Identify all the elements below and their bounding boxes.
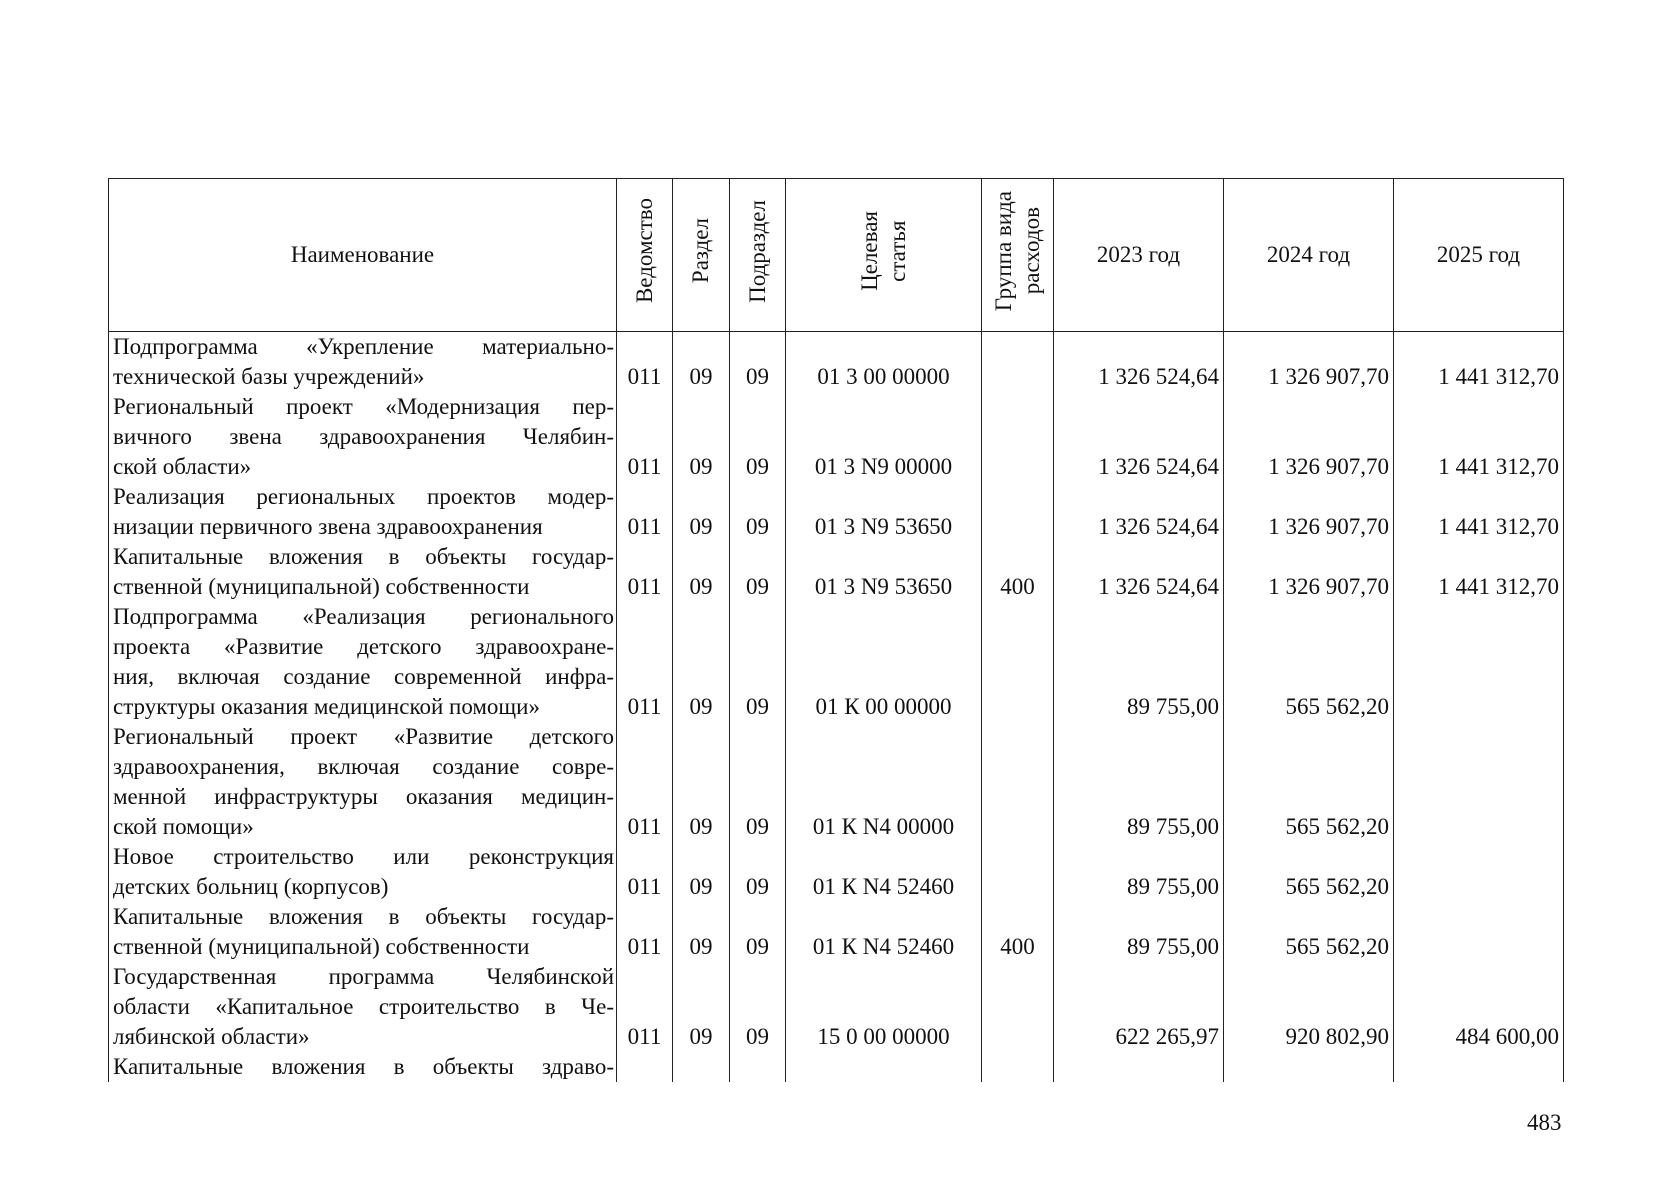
amount-2024-cell: 1 326 907,70 (1224, 392, 1394, 482)
amount-2023-cell: 89 755,00 (1054, 722, 1224, 842)
header-2023: 2023 год (1054, 179, 1224, 332)
amount-2024-cell: 565 562,20 (1224, 902, 1394, 962)
celevaya-statya-cell: 01 К N4 00000 (786, 722, 982, 842)
amount-2023-cell: 1 326 524,64 (1054, 542, 1224, 602)
header-celevaya-statya (786, 179, 982, 332)
row-name-line: лябинской области» (113, 1024, 310, 1049)
amount-2024-cell: 1 326 907,70 (1224, 332, 1394, 393)
celevaya-statya-cell: 01 3 N9 00000 (786, 392, 982, 482)
podrazdel-cell: 09 (730, 392, 786, 482)
table-row (109, 722, 1564, 842)
row-name-line: структуры оказания медицинской помощи» (113, 694, 540, 719)
header-2024: 2024 год (1224, 179, 1394, 332)
vedomstvo-cell: 011 (617, 722, 673, 842)
row-name-line: Реализация региональных проектов модер- (113, 484, 614, 509)
gruppa-vida-cell: 400 (982, 542, 1054, 602)
vedomstvo-cell: 011 (617, 482, 673, 542)
row-name-line: детских больниц (корпусов) (113, 874, 389, 899)
gruppa-vida-cell (982, 602, 1054, 722)
celevaya-statya-cell: 01 3 00 00000 (786, 332, 982, 393)
amount-2025-cell: 484 600,00 (1394, 962, 1564, 1052)
podrazdel-cell: 09 (730, 962, 786, 1052)
table-row (109, 482, 1564, 542)
gruppa-vida-cell (982, 392, 1054, 482)
table-row-continued (109, 1052, 1564, 1082)
podrazdel-cell: 09 (730, 722, 786, 842)
amount-2024-cell: 565 562,20 (1224, 602, 1394, 722)
razdel-cell: 09 (673, 722, 730, 842)
empty-cell (1054, 1052, 1224, 1082)
vedomstvo-cell: 011 (617, 332, 673, 393)
podrazdel-cell: 09 (730, 842, 786, 902)
celevaya-statya-cell: 01 К N4 52460 (786, 842, 982, 902)
budget-table (108, 178, 1564, 1082)
row-name-line: Региональный проект «Модернизация пер- (113, 394, 614, 419)
amount-2024-cell: 565 562,20 (1224, 842, 1394, 902)
amount-2025-cell: 1 441 312,70 (1394, 482, 1564, 542)
table-header-row (109, 179, 1564, 332)
razdel-cell: 09 (673, 962, 730, 1052)
header-celevaya-line2: статья (884, 220, 910, 282)
razdel-cell: 09 (673, 602, 730, 722)
vedomstvo-cell: 011 (617, 392, 673, 482)
row-name-cell (109, 1052, 617, 1082)
gruppa-vida-cell (982, 962, 1054, 1052)
amount-2024-cell: 1 326 907,70 (1224, 542, 1394, 602)
row-name-cell (109, 392, 617, 482)
header-razdel: Раздел (673, 179, 730, 332)
empty-cell (673, 1052, 730, 1082)
row-name-line: Государственная программа Челябинской (113, 964, 614, 989)
celevaya-statya-cell: 01 3 N9 53650 (786, 542, 982, 602)
row-name-line: вичного звена здравоохранения Челябин- (113, 424, 614, 449)
row-name-line: области «Капитальное строительство в Че- (113, 994, 614, 1019)
table-row (109, 602, 1564, 722)
table-row (109, 842, 1564, 902)
gruppa-vida-cell (982, 722, 1054, 842)
amount-2023-cell: 1 326 524,64 (1054, 332, 1224, 393)
amount-2025-cell (1394, 722, 1564, 842)
row-name-cell (109, 332, 617, 393)
podrazdel-cell: 09 (730, 332, 786, 393)
header-podrazdel: Подраздел (730, 179, 786, 332)
podrazdel-cell: 09 (730, 482, 786, 542)
razdel-cell: 09 (673, 392, 730, 482)
empty-cell (730, 1052, 786, 1082)
row-name-cell (109, 842, 617, 902)
row-name-line: ственной (муниципальной) собственности (113, 574, 530, 599)
amount-2025-cell (1394, 902, 1564, 962)
podrazdel-cell: 09 (730, 542, 786, 602)
row-name-line: Новое строительство или реконструкция (113, 844, 614, 869)
amount-2023-cell: 89 755,00 (1054, 842, 1224, 902)
row-name-line: Капитальные вложения в объекты государ- (113, 904, 614, 929)
vedomstvo-cell: 011 (617, 842, 673, 902)
amount-2023-cell: 622 265,97 (1054, 962, 1224, 1052)
header-vedomstvo: Ведомство (617, 179, 673, 332)
razdel-cell: 09 (673, 332, 730, 393)
row-name-line: ской помощи» (113, 814, 254, 839)
amount-2025-cell (1394, 602, 1564, 722)
empty-cell (1394, 1052, 1564, 1082)
celevaya-statya-cell: 15 0 00 00000 (786, 962, 982, 1052)
vedomstvo-cell: 011 (617, 962, 673, 1052)
header-gruppa-vida (982, 179, 1054, 332)
row-name-cell (109, 902, 617, 962)
row-name-line: Региональный проект «Развитие детского (113, 724, 614, 749)
podrazdel-cell: 09 (730, 902, 786, 962)
amount-2025-cell: 1 441 312,70 (1394, 542, 1564, 602)
gruppa-vida-cell (982, 332, 1054, 393)
row-name-line: ской области» (113, 454, 252, 479)
vedomstvo-cell: 011 (617, 902, 673, 962)
row-name-cell (109, 542, 617, 602)
vedomstvo-cell: 011 (617, 542, 673, 602)
row-name-line: низации первичного звена здравоохранения (113, 514, 543, 539)
razdel-cell: 09 (673, 542, 730, 602)
table-row (109, 962, 1564, 1052)
podrazdel-cell: 09 (730, 602, 786, 722)
amount-2025-cell: 1 441 312,70 (1394, 392, 1564, 482)
header-gruppa-line1: Группа вида (990, 190, 1016, 312)
row-name-line: Капитальные вложения в объекты государ- (113, 544, 614, 569)
table-row (109, 392, 1564, 482)
gruppa-vida-cell: 400 (982, 902, 1054, 962)
header-name: Наименование (109, 179, 617, 332)
celevaya-statya-cell: 01 К 00 00000 (786, 602, 982, 722)
header-2025: 2025 год (1394, 179, 1564, 332)
razdel-cell: 09 (673, 482, 730, 542)
razdel-cell: 09 (673, 842, 730, 902)
row-name-cell (109, 962, 617, 1052)
row-name-line: проекта «Развитие детского здравоохране- (113, 634, 614, 659)
amount-2023-cell: 1 326 524,64 (1054, 482, 1224, 542)
row-name-cell (109, 722, 617, 842)
page-number: 483 (1527, 1110, 1562, 1135)
celevaya-statya-cell: 01 3 N9 53650 (786, 482, 982, 542)
row-name-line: Подпрограмма «Укрепление материально- (113, 334, 614, 359)
row-name-line: здравоохранения, включая создание совре- (113, 754, 614, 779)
row-name-line: ственной (муниципальной) собственности (113, 934, 530, 959)
table-body (109, 332, 1564, 1083)
amount-2023-cell: 1 326 524,64 (1054, 392, 1224, 482)
table-row (109, 332, 1564, 393)
empty-cell (1224, 1052, 1394, 1082)
row-name-line: ния, включая создание современной инфра- (113, 664, 614, 689)
table-row (109, 542, 1564, 602)
header-celevaya-line1: Целевая (856, 211, 882, 291)
celevaya-statya-cell: 01 К N4 52460 (786, 902, 982, 962)
row-name-cell (109, 482, 617, 542)
amount-2025-cell (1394, 842, 1564, 902)
amount-2025-cell: 1 441 312,70 (1394, 332, 1564, 393)
header-gruppa-line2: расходов (1018, 207, 1044, 295)
amount-2024-cell: 1 326 907,70 (1224, 482, 1394, 542)
amount-2024-cell: 920 802,90 (1224, 962, 1394, 1052)
row-name-line: Капитальные вложения в объекты здраво- (113, 1054, 614, 1079)
gruppa-vida-cell (982, 842, 1054, 902)
table-row (109, 902, 1564, 962)
empty-cell (617, 1052, 673, 1082)
amount-2024-cell: 565 562,20 (1224, 722, 1394, 842)
row-name-cell (109, 602, 617, 722)
vedomstvo-cell: 011 (617, 602, 673, 722)
razdel-cell: 09 (673, 902, 730, 962)
row-name-line: менной инфраструктуры оказания медицин- (113, 784, 614, 809)
empty-cell (786, 1052, 982, 1082)
amount-2023-cell: 89 755,00 (1054, 902, 1224, 962)
row-name-line: Подпрограмма «Реализация регионального (113, 604, 614, 629)
empty-cell (982, 1052, 1054, 1082)
amount-2023-cell: 89 755,00 (1054, 602, 1224, 722)
gruppa-vida-cell (982, 482, 1054, 542)
row-name-line: технической базы учреждений» (113, 364, 425, 389)
